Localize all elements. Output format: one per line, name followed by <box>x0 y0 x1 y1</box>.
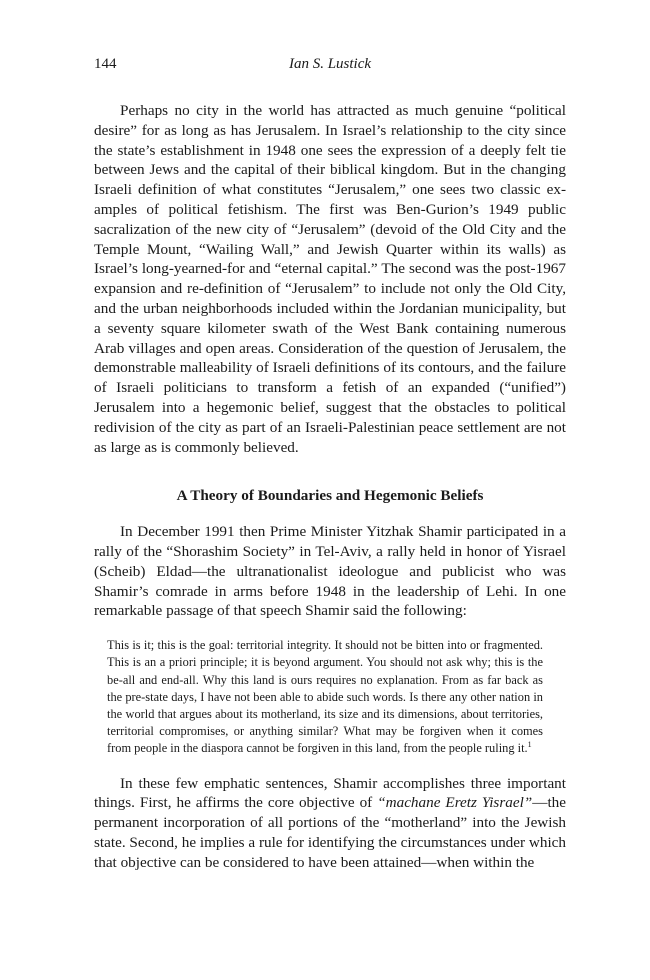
footnote-marker: 1 <box>527 740 532 750</box>
paragraph-intro: Perhaps no city in the world has attracted as much genuine “political desire” for as long as has Jerusalem. In Israel’s relationship to the city since the state’s establishment in 1948 one sees the expression of a deeply felt tie between Jews and the capital of their biblical kingdom. But in the changing Israeli definition of what constitutes “Jerusalem,” one sees two classic examples of political fetishism. The first was Ben-Gurion’s 1949 public sacralization of the new city of “Jerusalem” (devoid of the Old City and the Temple Mount, “Wailing Wall,” and Jewish Quarter within its walls) as Israel’s long-yearned-for and “eternal capital.” The second was the post-1967 expansion and re-definition of “Jerusalem” to include not only the Old City, and the urban neighborhoods included within the Jordanian municipality, but a seventy square kilometer swath of the West Bank containing numerous Arab villages and open areas. Consideration of the question of Jerusalem, the demonstrable malleability of Israeli definitions of its contours, and the failure of Israeli politicians to transform a fetish of an expanded (“unified”) Jerusalem into a hegemonic belief, suggest that the obstacles to political redivision of the city as part of an Israeli-Palestinian peace settlement are not as large as is commonly believed. <box>94 102 566 456</box>
paragraph-analysis <box>94 774 566 873</box>
block-quote <box>107 637 543 757</box>
analysis-italic-term: “machane Eretz Yisrael” <box>377 794 533 812</box>
body-text <box>94 101 566 873</box>
paragraph-shamir-rally: In December 1991 then Prime Minister Yitzhak Shamir participated in a rally of the “Shorashim Society” in Tel-Aviv, a rally held in honor of Yisrael (Scheib) Eldad—the ultranationalist ideologue and publicist who was Shamir’s comrade in arms before 1948 in the leadership of Lehi. In one remarkable passage of that speech Shamir said the following: <box>94 523 566 620</box>
section-heading: A Theory of Boundaries and Hegemonic Beliefs <box>176 487 484 505</box>
analysis-text-start: In these few emphatic sentences, Shamir accomplishes three important things. First, he affirms the core objective of <box>94 774 566 812</box>
page-number: 144 <box>94 56 117 72</box>
running-head <box>94 56 566 78</box>
running-head-author: Ian S. Lustick <box>288 56 372 72</box>
quote-text: This is it; this is the goal: territorial integrity. It should not be bitten into or fragmented. This is an a priori principle; it is beyond argument. You should not ask why; this is the be-all and end-all. Why this land is ours requires no explanation. From as far back as the pre-state days, I have not been able to abide such words. Is there any other nation in the world that argues about its motherland, its size and its dimensions, about territories, territorial compromises, or anything similar? What may be forgiven when it comes from people in the diaspora cannot be forgiven in this land, from the people ruling it. <box>107 638 543 756</box>
analysis-text-end: —the permanent incorporation of all portions of the “motherland” into the Jewish state. Second, he implies a rule for identifying the circumstances under which that objective can be considered to have been attained—when within the <box>94 794 566 871</box>
